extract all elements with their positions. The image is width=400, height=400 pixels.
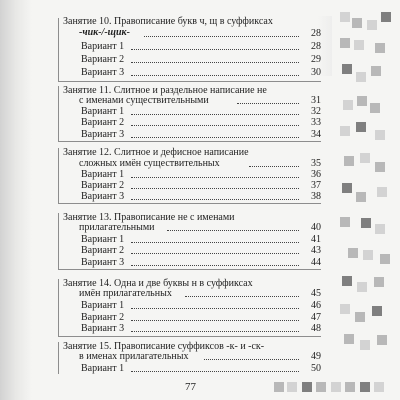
- decor-square: [340, 12, 350, 22]
- lesson-section-15: [58, 342, 321, 374]
- dot-leader: [131, 371, 299, 372]
- decor-square: [343, 100, 353, 110]
- decor-square: [274, 382, 284, 392]
- dot-leader: [249, 166, 299, 167]
- dot-leader: [185, 296, 299, 297]
- lesson-title-text: Занятие 14. Одна и две буквы н в суффиксах: [63, 278, 253, 289]
- decor-square: [375, 130, 385, 140]
- lesson-section-12: [58, 148, 321, 204]
- page-ref: 45: [311, 288, 321, 299]
- lesson-title-line: [79, 222, 155, 233]
- lesson-section-13: [58, 213, 321, 270]
- lesson-title-text: -чик-/-щик-: [79, 27, 130, 38]
- dot-leader: [131, 62, 299, 63]
- dot-leader: [131, 253, 299, 254]
- page-ref: 50: [311, 363, 321, 374]
- variant-label: Вариант 2: [81, 312, 125, 323]
- decor-square: [316, 382, 326, 392]
- lesson-title-line: [79, 158, 220, 169]
- lesson-title-text: в именах прилагательных: [79, 351, 189, 362]
- page-ref: 35: [311, 158, 321, 169]
- lesson-section-14: [58, 279, 321, 337]
- dot-leader: [144, 36, 299, 37]
- variant-label: Вариант 2: [81, 245, 125, 256]
- page-ref: 31: [311, 95, 321, 106]
- decor-square: [357, 282, 367, 292]
- lesson-title-text: Занятие 13. Правописание не с именами: [63, 212, 235, 223]
- variant-label: Вариант 3: [81, 191, 125, 202]
- lesson-title-text: сложных имён существительных: [79, 158, 220, 169]
- decor-square: [375, 162, 385, 172]
- dot-leader: [204, 359, 299, 360]
- lesson-section-10: [58, 18, 321, 82]
- decor-square: [340, 38, 350, 48]
- decor-square: [287, 382, 297, 392]
- decor-square: [370, 103, 380, 113]
- page-ref: 34: [311, 129, 321, 140]
- dot-leader: [131, 265, 299, 266]
- variant-label: Вариант 1: [81, 41, 125, 52]
- decorative-bottom-pattern: [274, 382, 384, 392]
- decor-square: [342, 276, 352, 286]
- lesson-title-text: прилагательными: [79, 222, 155, 233]
- dot-leader: [131, 125, 299, 126]
- dot-leader: [237, 103, 299, 104]
- lesson-title-line: [79, 288, 172, 299]
- decor-square: [356, 122, 366, 132]
- decor-square: [372, 306, 382, 316]
- decor-square: [352, 18, 362, 28]
- lesson-title-text: имён прилагательных: [79, 288, 172, 299]
- variant-label: Вариант 1: [81, 234, 125, 245]
- lesson-title-text: с именами существительными: [79, 95, 209, 106]
- dot-leader: [131, 331, 299, 332]
- variant-label: Вариант 1: [81, 300, 125, 311]
- dot-leader: [131, 188, 299, 189]
- dot-leader: [131, 308, 299, 309]
- decor-square: [374, 382, 384, 392]
- page-ref: 46: [311, 300, 321, 311]
- decor-square: [355, 312, 365, 322]
- decor-square: [367, 20, 377, 30]
- variant-label: Вариант 3: [81, 67, 125, 78]
- lesson-title-text: Занятие 12. Слитное и дефисное написание: [63, 147, 249, 158]
- decor-square: [360, 382, 370, 392]
- decor-square: [340, 217, 350, 227]
- decor-square: [356, 72, 366, 82]
- lesson-title-line: [63, 147, 249, 158]
- decor-square: [342, 64, 352, 74]
- decor-square: [371, 66, 381, 76]
- decor-square: [342, 183, 352, 193]
- lesson-title-line: [63, 16, 273, 27]
- page-ref: 38: [311, 191, 321, 202]
- page-ref: 37: [311, 180, 321, 191]
- decor-square: [302, 382, 312, 392]
- page-ref: 30: [311, 67, 321, 78]
- page-ref: 29: [311, 54, 321, 65]
- lesson-title-line: [79, 95, 209, 106]
- dot-leader: [131, 199, 299, 200]
- lesson-title-text: Занятие 11. Слитное и раздельное написание не: [63, 85, 267, 96]
- page-ref: 36: [311, 169, 321, 180]
- decor-square: [377, 335, 387, 345]
- decor-square: [380, 254, 390, 264]
- decor-square: [360, 153, 370, 163]
- decor-square: [354, 40, 364, 50]
- page-ref: 28: [311, 41, 321, 52]
- page-ref: 44: [311, 257, 321, 268]
- decor-square: [340, 126, 350, 136]
- page-ref: 48: [311, 323, 321, 334]
- page-ref: 47: [311, 312, 321, 323]
- decor-square: [374, 277, 384, 287]
- lesson-title-line: [79, 351, 188, 362]
- decor-square: [381, 12, 391, 22]
- decor-square: [348, 248, 358, 258]
- variant-label: Вариант 3: [81, 323, 125, 334]
- decor-square: [357, 96, 367, 106]
- page-ref: 33: [311, 117, 321, 128]
- variant-label: Вариант 3: [81, 129, 125, 140]
- lesson-section-11: [58, 86, 321, 142]
- page-ref: 40: [311, 222, 321, 233]
- dot-leader: [167, 230, 299, 231]
- decor-square: [361, 218, 371, 228]
- decor-square: [377, 187, 387, 197]
- decor-square: [331, 382, 341, 392]
- decor-square: [344, 334, 354, 344]
- variant-label: Вариант 1: [81, 106, 125, 117]
- decor-square: [375, 43, 385, 53]
- variant-label: Вариант 2: [81, 180, 125, 191]
- variant-label: Вариант 3: [81, 257, 125, 268]
- lesson-title-text: Занятие 15. Правописание суффиксов -к- и -ск-: [63, 341, 265, 352]
- decor-square: [340, 304, 350, 314]
- decor-square: [356, 192, 366, 202]
- dot-leader: [131, 242, 299, 243]
- lesson-title-line: [79, 27, 130, 38]
- decor-square: [363, 250, 373, 260]
- dot-leader: [131, 137, 299, 138]
- decor-square: [360, 340, 370, 350]
- decor-square: [344, 156, 354, 166]
- page-ref: 41: [311, 234, 321, 245]
- dot-leader: [131, 320, 299, 321]
- variant-label: Вариант 1: [81, 169, 125, 180]
- dot-leader: [131, 114, 299, 115]
- page-ref: 43: [311, 245, 321, 256]
- decor-square: [375, 224, 385, 234]
- variant-label: Вариант 1: [81, 363, 125, 374]
- decor-square: [345, 382, 355, 392]
- dot-leader: [131, 75, 299, 76]
- page-number: 77: [185, 381, 196, 393]
- variant-label: Вариант 2: [81, 117, 125, 128]
- page-gutter-shadow: [0, 0, 32, 400]
- decorative-pattern: [332, 12, 394, 364]
- dot-leader: [131, 49, 299, 50]
- variant-label: Вариант 2: [81, 54, 125, 65]
- page-ref: 28: [311, 28, 321, 39]
- dot-leader: [131, 177, 299, 178]
- page-ref: 49: [311, 351, 321, 362]
- lesson-title-text: Занятие 10. Правописание букв ч, щ в суффиксах: [63, 16, 273, 27]
- page-ref: 32: [311, 106, 321, 117]
